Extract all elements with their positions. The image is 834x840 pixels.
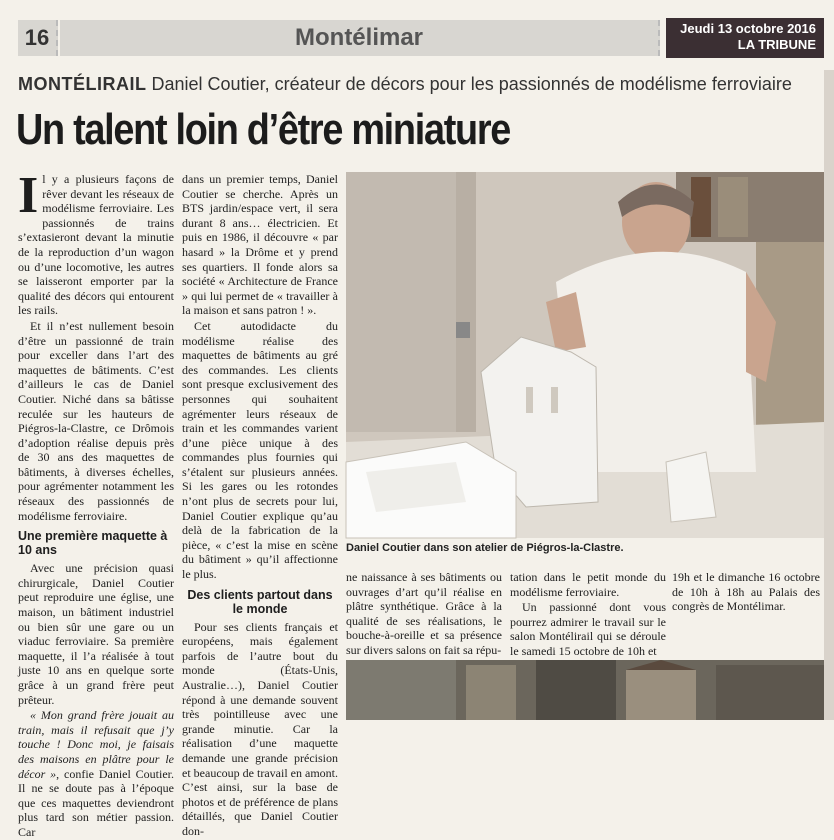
quote: « Mon grand frère jouait au train, mais il refusait que j’y touche ! Donc moi, je faisais des maisons en plâtre pour le décor » [18,708,174,781]
page-number: 16 [18,20,58,56]
paragraph [18,708,174,839]
paragraph: ne naissance à ses bâtiments ou ouvrages d’art qu’il réalise en plâtre synthétique. Grâce à la qualité de ses réalisations, le bouche-à-oreille et sa présence sur divers salons on fait sa répu- [346,570,502,657]
date-box [666,18,824,58]
paragraph-text: , confie Daniel Coutier. Il ne se doute pas à l’époque que ces maquettes deviendront plus tard son métier passion. Car [18,766,174,839]
article-subtitle-text: Daniel Coutier, créateur de décors pour les passionnés de modélisme ferroviaire [151,74,792,94]
issue-date: Jeudi 13 octobre 2016 [680,21,816,36]
bottom-photo-illustration [346,660,824,720]
paragraph-text: l y a plusieurs façons de rêver devant les réseaux de modélisme ferroviaire. Les passionnés de trains s’extasieront devant la minutie de la reproduction d’un wagon ou d’une locomotive, les autres se laisseront emporter par la qualité des décors qui entourent les rails. [18,172,174,318]
subheading: Une première maquette à 10 ans [18,529,168,558]
paragraph: Un passionné dont vous pourrez admirer le travail sur le salon Montélirail qui se déroule le samedi 15 octobre de 10h et [510,600,666,658]
paragraph: Pour ses clients français et européens, mais également parfois de l’autre bout du monde (États-Unis, Australie…), Daniel Coutier répond à une demande souvent très pointilleuse avec une grande minutie. Car la réalisation d’une maquette demande une grande précision et beaucoup de travail en amont. C’est ainsi, sur la base de photos et de préférence de plans détaillés, que Daniel Coutier don- [182,619,338,838]
article-column-1 [18,167,174,839]
photo-caption: Daniel Coutier dans son atelier de Piégros-la-Clastre. [346,542,624,554]
publication-name: LA TRIBUNE [737,37,816,52]
paragraph: 19h et le dimanche 16 octobre de 10h à 18h au Palais des congrès de Montélimar. [672,570,820,614]
paragraph: Cet autodidacte du modélisme réalise des maquettes de bâtiments au gré des commandes. Les clients sont presque exclusivement des personnes qui souhaitent agrémenter leurs réseaux de train et les commandes varient d’une pièce unique à des commandes plus fournies qui s’étalent sur plusieurs années. Si les gares ou les rotondes n’ont plus de secrets pour lui, Daniel Coutier explique qu’au delà de la fabrication de la pièce, « c’est la mise en scène du bâtiment » qu’il affectionne le plus. [182,318,338,582]
section-bar [60,20,660,56]
drop-cap: I [18,167,39,224]
paragraph: Et il n’est nullement besoin d’être un passionné de train pour exceller dans l’art des maquettes de bâtiments. C’est d’ailleurs le cas de Daniel Coutier. Niché dans sa bâtisse reculée sur les hauteurs de Piégros-la-Clastre, ce Drômois d’adoption réalise depuis près de 30 ans des maquettes de bâtiments, à diverses échelles, pour agrémenter notamment les réseaux des passionnés de modélisme ferroviaire. [18,318,174,523]
article-column-2 [182,172,338,838]
photo-illustration [346,172,824,538]
bottom-photo [346,660,824,720]
article-kicker: MONTÉLIRAIL [18,74,147,94]
paragraph: tation dans le petit monde du modélisme ferroviaire. [510,570,666,599]
section-title: Montélimar [295,24,424,51]
article-photo [346,172,824,538]
headline: Un talent loin d’être miniature [16,105,511,154]
article-subtitle [18,74,818,95]
adjacent-page-edge [824,70,834,720]
paragraph: dans un premier temps, Daniel Coutier se cherche. Après un BTS jardin/espace vert, il sera durant 8 ans… électricien. Et puis en 1986, il découvre « par hasard » la Drôme et y prend ses quartiers. Il fonde alors sa société « Architecture de France » qui lui permet de « travailler à la maison et sans patron ! ». [182,172,338,318]
paragraph [18,167,174,318]
paragraph: Avec une précision quasi chirurgicale, Daniel Coutier peut reproduire une église, une maison, un bâtiment industriel ou bien sûr une gare ou un viaduc ferroviaire. Sa première maquette, il l’a réalisée à tout juste 10 ans en quelque sorte grâce à un grand frère peut prêteur. [18,561,174,707]
subheading: Des clients partout dans le monde [187,587,333,616]
